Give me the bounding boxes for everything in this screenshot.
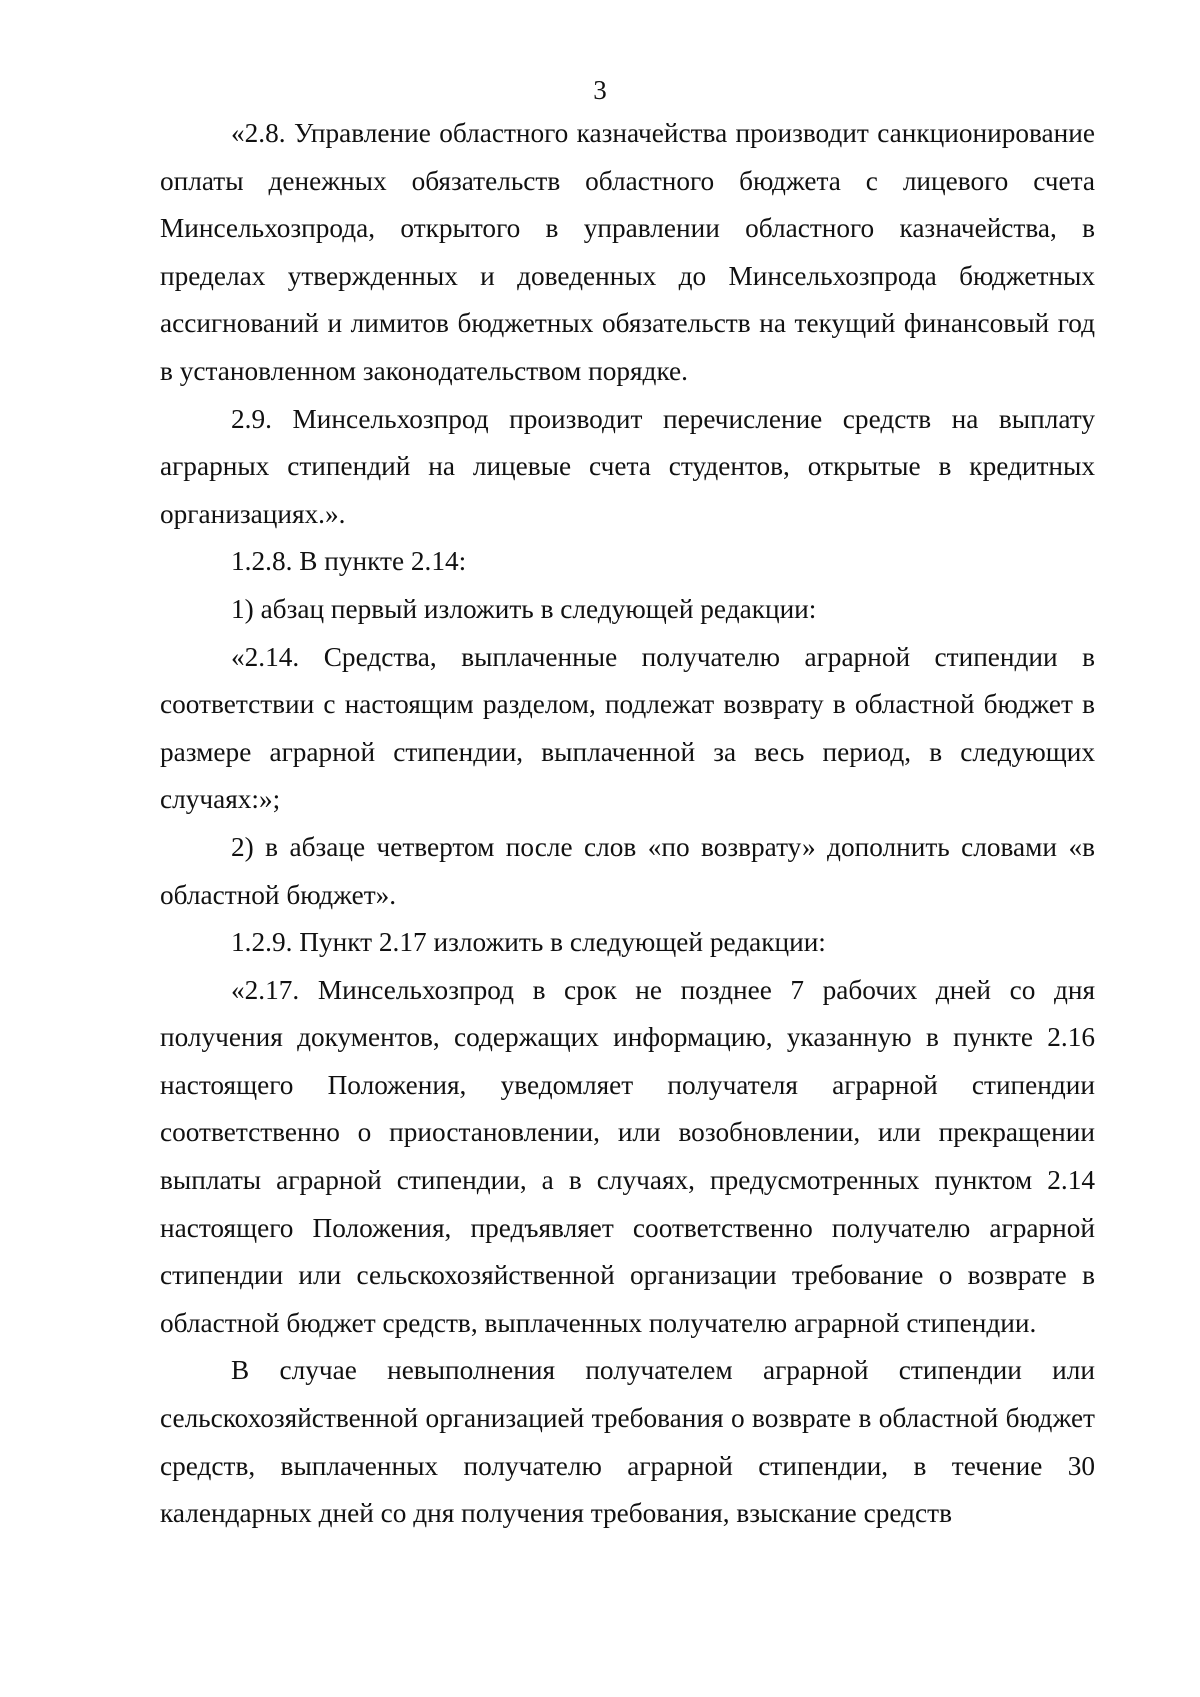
paragraph-2-14: «2.14. Средства, выплаченные получателю аграрной стипендии в соответствии с настоящим разделом, подлежат возврату в областной бюджет в размере аграрной стипендии, выплаченной за весь период, в следующих случаях:»;	[160, 641, 1095, 815]
paragraph-1-2-8: 1.2.8. В пункте 2.14:	[231, 546, 467, 577]
paragraph-2-9: 2.9. Минсельхозпрод производит перечисление средств на выплату аграрных стипендий на лицевые счета студентов, открытые в кредитных организациях.».	[160, 403, 1095, 529]
paragraph-item-1: 1) абзац первый изложить в следующей редакции:	[231, 593, 817, 624]
paragraph-item-2: 2) в абзаце четвертом после слов «по возврату» дополнить словами «в областной бюджет».	[160, 831, 1095, 910]
paragraph-2-8: «2.8. Управление областного казначейства производит санкционирование оплаты денежных обязательств областного бюджета с лицевого счета Минсельхозпрода, открытого в управлении областного казначейства, в пределах утвержденных и доведенных до Минсельхозпрода бюджетных ассигнований и лимитов бюджетных обязательств на текущий финансовый год в установленном законодательством порядке.	[160, 118, 1095, 386]
paragraph-2-17: «2.17. Минсельхозпрод в срок не позднее 7 рабочих дней со дня получения документов, содержащих информацию, указанную в пункте 2.16 настоящего Положения, уведомляет получателя аграрной стипендии соответственно о приостановлении, или возобновлении, или прекращении выплаты аграрной стипендии, а в случаях, предусмотренных пунктом 2.14 настоящего Положения, предъявляет соответственно получателю аграрной стипендии или сельскохозяйственной организации требование о возврате в областной бюджет средств, выплаченных получателю аграрной стипендии.	[160, 974, 1095, 1338]
paragraph-1-2-9: 1.2.9. Пункт 2.17 изложить в следующей редакции:	[231, 927, 826, 958]
paragraph-non-compliance: В случае невыполнения получателем аграрной стипендии или сельскохозяйственной организацией требования о возврате в областной бюджет средств, выплаченных получателю аграрной стипендии, в течение 30 календарных дней со дня получения требования, взыскание средств	[160, 1355, 1095, 1529]
document-body	[160, 110, 1095, 1538]
page-number: 3	[593, 75, 607, 105]
